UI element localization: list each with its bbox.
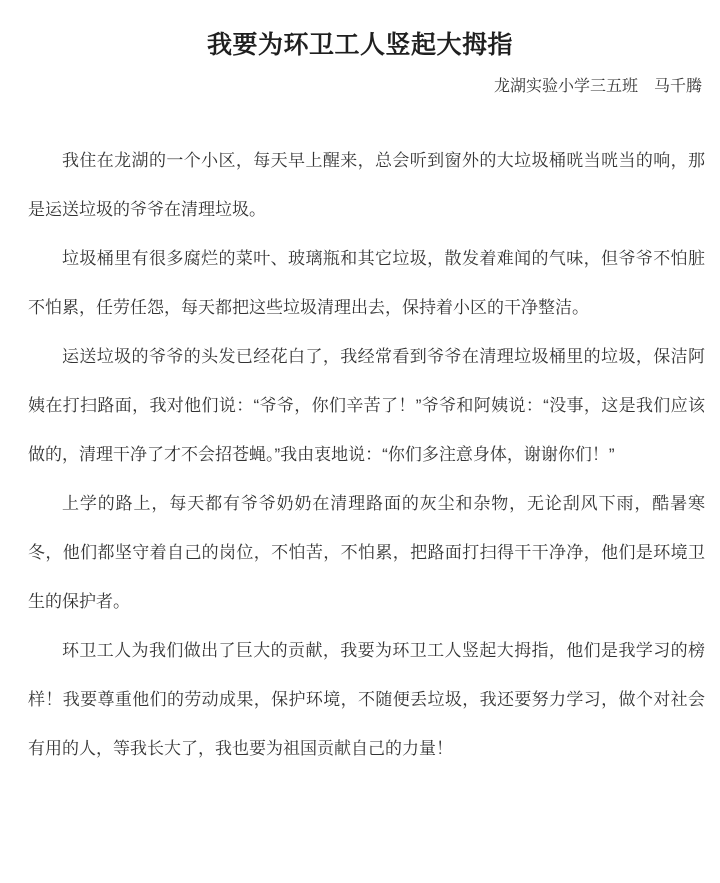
paragraph: 上学的路上，每天都有爷爷奶奶在清理路面的灰尘和杂物，无论刮风下雨，酷暑寒冬，他们都坚守着自己的岗位，不怕苦，不怕累，把路面打扫得干干净净，他们是环境卫生的保护者。 [28, 494, 705, 611]
document-page [0, 30, 720, 883]
paragraph: 垃圾桶里有很多腐烂的菜叶、玻璃瓶和其它垃圾，散发着难闻的气味，但爷爷不怕脏不怕累，任劳任怨，每天都把这些垃圾清理出去，保持着小区的干净整洁。 [28, 249, 705, 317]
essay-body [28, 136, 705, 773]
paragraph: 运送垃圾的爷爷的头发已经花白了，我经常看到爷爷在清理垃圾桶里的垃圾，保洁阿姨在打扫路面，我对他们说：“爷爷，你们辛苦了！”爷爷和阿姨说：“没事，这是我们应该做的，清理干净了才不会招苍蝇。”我由衷地说：“你们多注意身体，谢谢你们！” [28, 347, 705, 464]
paragraph: 环卫工人为我们做出了巨大的贡献，我要为环卫工人竖起大拇指，他们是我学习的榜样！我要尊重他们的劳动成果，保护环境，不随便丢垃圾，我还要努力学习，做个对社会有用的人，等我长大了，我也要为祖国贡献自己的力量！ [28, 641, 705, 758]
byline: 龙湖实验小学三五班 马千腾 [493, 78, 702, 95]
essay-title: 我要为环卫工人竖起大拇指 [206, 31, 513, 59]
paragraph: 我住在龙湖的一个小区，每天早上醒来，总会听到窗外的大垃圾桶咣当咣当的响，那是运送垃圾的爷爷在清理垃圾。 [28, 151, 705, 219]
